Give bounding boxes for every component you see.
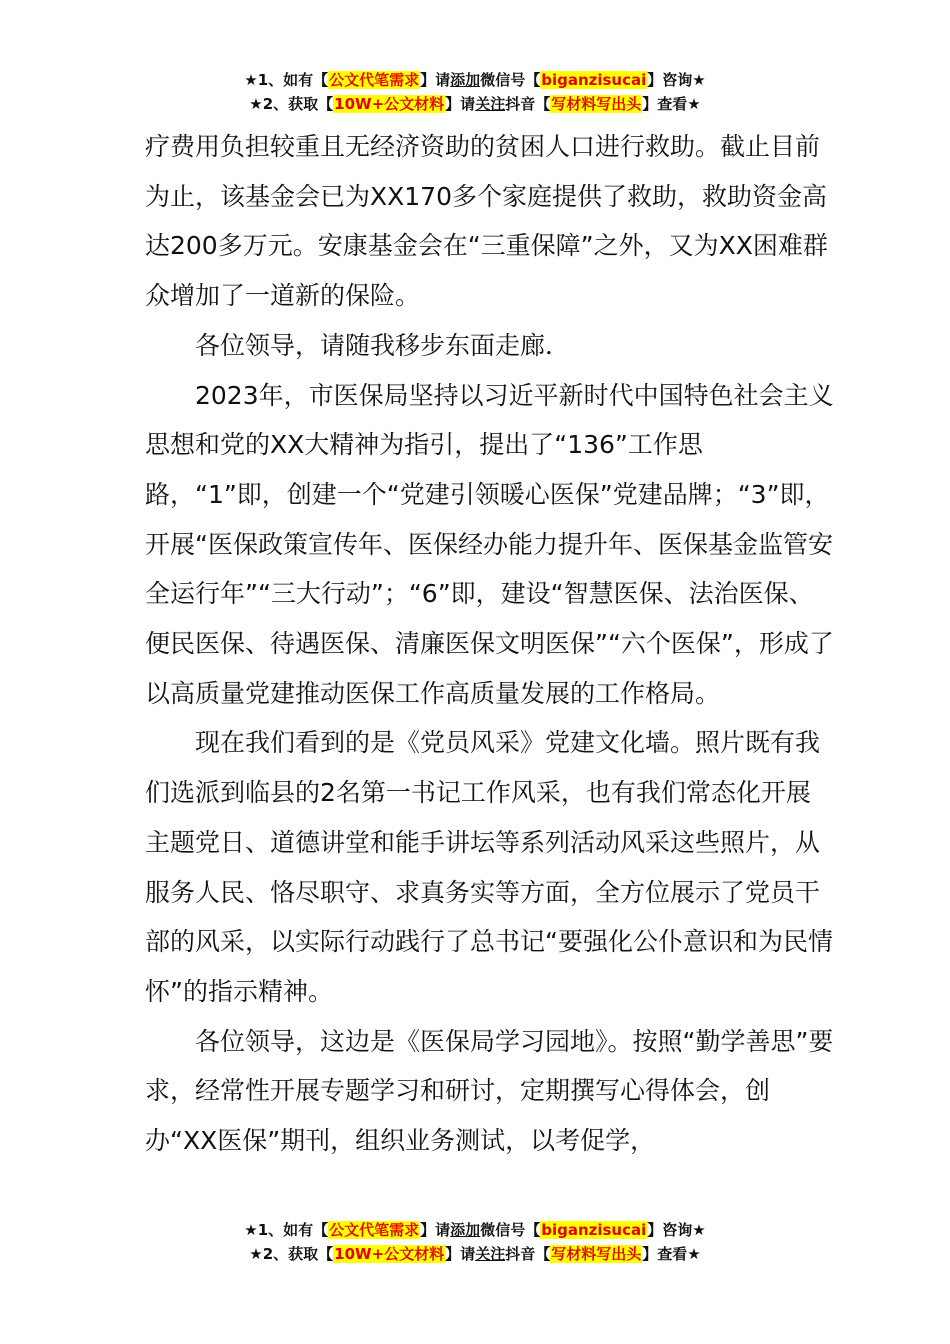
highlight-wechat-id: biganzisucai — [541, 1221, 647, 1239]
paragraph: 现在我们看到的是《党员风采》党建文化墙。照片既有我们选派到临县的2名第一书记工作风采，也有我们常态化开展主题党日、道德讲堂和能手讲坛等系列活动风采这些照片，从服务人民、恪尽职守、求真务实等方面，全方位展示了党员干部的风采，以实际行动践行了总书记“要强化公仆意识和为民情怀”的指示精神。 — [145, 728, 833, 1006]
notice-underline: 关注 — [475, 1245, 506, 1263]
star-icon: ★ — [244, 1221, 258, 1239]
notice-text: 】咨询 — [647, 71, 693, 89]
highlight-wechat-id: biganzisucai — [541, 71, 647, 89]
notice-text: 】请 — [420, 1221, 451, 1239]
notice-text: 】请 — [420, 71, 451, 89]
highlight-materials: 10W+公文材料 — [334, 1245, 445, 1263]
highlight-materials: 10W+公文材料 — [334, 95, 445, 113]
notice-text: 2、获取【 — [262, 1245, 334, 1263]
paragraph: 疗费用负担较重且无经济资助的贫困人口进行救助。截止目前为止，该基金会已为XX170多个家庭提供了救助，救助资金高达200多万元。安康基金会在“三重保障”之外，又为XX困难群众增加了一道新的保险。 — [145, 132, 828, 311]
highlight-service: 公文代笔需求 — [329, 71, 420, 89]
notice-text: 微信号【 — [480, 1221, 541, 1239]
star-icon: ★ — [249, 1245, 263, 1263]
highlight-douyin: 写材料写出头 — [551, 95, 642, 113]
notice-text: 微信号【 — [480, 71, 541, 89]
paragraph: 各位领导，请随我移步东面走廊． — [195, 330, 571, 360]
notice-underline: 关注 — [475, 95, 506, 113]
star-icon: ★ — [692, 71, 706, 89]
notice-text: 1、如有【 — [257, 71, 329, 89]
notice-text: 】查看 — [642, 95, 688, 113]
star-icon: ★ — [692, 1221, 706, 1239]
star-icon: ★ — [687, 95, 701, 113]
highlight-douyin: 写材料写出头 — [551, 1245, 642, 1263]
notice-text: 】请 — [445, 95, 476, 113]
notice-text: 】查看 — [642, 1245, 688, 1263]
notice-text: 】咨询 — [647, 1221, 693, 1239]
star-icon: ★ — [244, 71, 258, 89]
highlight-service: 公文代笔需求 — [329, 1221, 420, 1239]
notice-text: 抖音【 — [505, 1245, 551, 1263]
paragraph: 各位领导，这边是《医保局学习园地》。按照“勤学善思”要求，经常性开展专题学习和研讨，定期撰写心得体会，创办“XX医保”期刊，组织业务测试，以考促学， — [145, 1026, 834, 1156]
document-body — [145, 122, 835, 1166]
notice-text: 1、如有【 — [257, 1221, 329, 1239]
footer-notice — [0, 1218, 950, 1266]
notice-line-1 — [0, 68, 950, 92]
notice-line-2 — [0, 92, 950, 116]
header-notice — [0, 68, 950, 116]
star-icon: ★ — [249, 95, 263, 113]
paragraph: 2023年，市医保局坚持以习近平新时代中国特色社会主义思想和党的XX大精神为指引，提出了“136”工作思路，“1”即，创建一个“党建引领暖心医保”党建品牌；“3”即，开展“医保政策宣传年、医保经办能力提升年、医保基金监管安全运行年”“三大行动”；“6”即，建设“智慧医保、法治医保、便民医保、待遇医保、清廉医保文明医保”“六个医保”，形成了以高质量党建推动医保工作高质量发展的工作格局。 — [145, 380, 834, 708]
notice-line-2 — [0, 1242, 950, 1266]
notice-underline: 添加 — [450, 1221, 481, 1239]
star-icon: ★ — [687, 1245, 701, 1263]
notice-underline: 添加 — [450, 71, 481, 89]
notice-text: 2、获取【 — [262, 95, 334, 113]
notice-text: 】请 — [445, 1245, 476, 1263]
notice-text: 抖音【 — [505, 95, 551, 113]
notice-line-1 — [0, 1218, 950, 1242]
